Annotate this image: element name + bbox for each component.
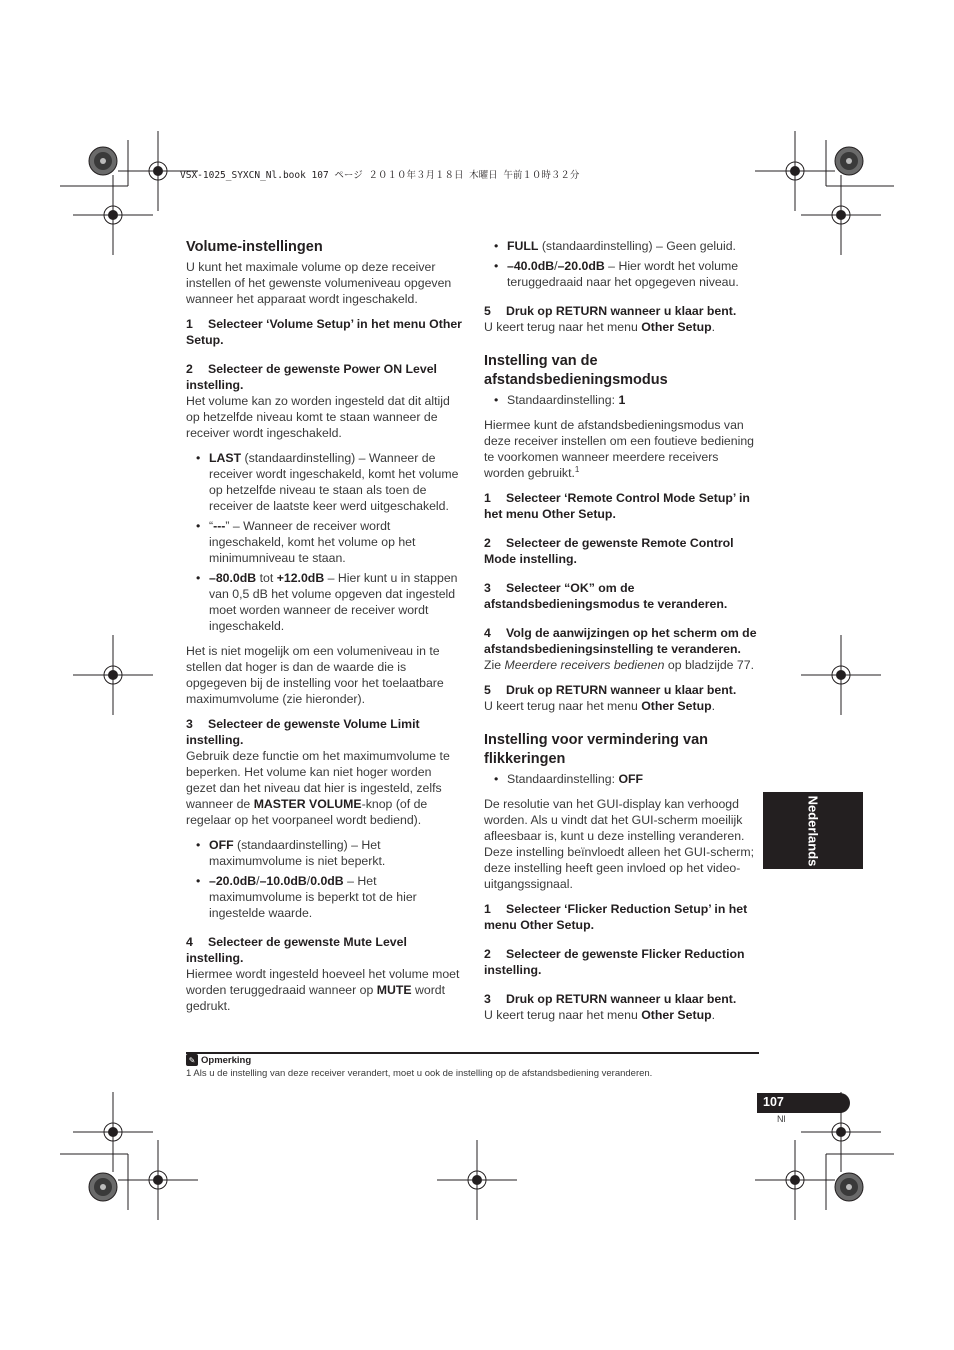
list-item: • Standaardinstelling: 1 (484, 392, 760, 408)
paragraph-volume-limit-note: Het is niet mogelijk om een volumeniveau in te stellen dat hoger is dan de waarde die is opgegeven bij de instelling voor het toelaatbare maximumvolume (zie hieronder). (186, 644, 444, 706)
step-4-description: Hiermee wordt ingesteld hoeveel het volume moet worden teruggedraaid wanneer op MUTE wordt gedrukt. (186, 967, 460, 1013)
crosshair-mark-left-top (73, 175, 153, 255)
list-item: • LAST (standaardinstelling) – Wanneer de receiver wordt ingeschakeld, komt het volume op hetzelfde niveau te staan als toen de receiver de laatste keer werd uitgeschakeld. (186, 450, 462, 514)
step-1: 1 Selecteer ‘Remote Control Mode Setup’ in het menu Other Setup. (484, 491, 750, 521)
crosshair-mark-top-right (755, 131, 835, 211)
list-item: • OFF (standaardinstelling) – Het maximumvolume is niet beperkt. (186, 837, 462, 869)
right-column (484, 238, 760, 1023)
list-item: • “---” – Wanneer de receiver wordt ingeschakeld, komt het volume op het minimumniveau te staan. (186, 518, 462, 566)
section-title-volume: Volume-instellingen (186, 239, 323, 255)
step-4: 4 Selecteer de gewenste Mute Level instelling. (186, 935, 407, 965)
step-4-description: Zie Meerdere receivers bedienen op bladzijde 77. (484, 658, 755, 672)
step-3: 3 Selecteer “OK” om de afstandsbedieningsmodus te veranderen. (484, 581, 728, 611)
step-3: 3 Druk op RETURN wanneer u klaar bent. (484, 992, 737, 1006)
crosshair-mark-left-middle (73, 635, 153, 715)
step-2-description: Het volume kan zo worden ingesteld dat dit altijd op hetzelfde niveau komt te staan wanneer de receiver wordt ingeschakeld. (186, 394, 450, 440)
section-title-flicker: Instelling voor vermindering van flikkeringen (484, 732, 708, 767)
power-on-level-options (186, 450, 462, 634)
note-heading (186, 1054, 251, 1066)
remote-mode-default (484, 392, 760, 408)
list-item: • Standaardinstelling: OFF (484, 771, 760, 787)
crosshair-mark-bottom-right (755, 1140, 835, 1220)
page-number-badge (757, 1093, 850, 1113)
step-2: 2 Selecteer de gewenste Remote Control Mode instelling. (484, 536, 734, 566)
list-item: • FULL (standaardinstelling) – Geen geluid. (484, 238, 760, 254)
crosshair-mark-left-bottom (73, 1092, 153, 1172)
language-tab-label: Nederlands (805, 795, 821, 866)
starburst-mark-bottom-right (835, 1173, 863, 1201)
step-1: 1 Selecteer ‘Volume Setup’ in het menu Other Setup. (186, 317, 462, 347)
step-3-description: Gebruik deze functie om het maximumvolume te beperken. Het volume kan niet hoger worden gezet dan het niveau dat hier is ingesteld, zelfs wanneer de MASTER VOLUME-knop (of de regelaar op het voorpaneel wordt bediend). (186, 749, 450, 827)
step-1: 1 Selecteer ‘Flicker Reduction Setup’ in het menu Other Setup. (484, 902, 748, 932)
starburst-mark-bottom-left (89, 1173, 117, 1201)
footnote-text: 1 Als u de instelling van deze receiver verandert, moet u ook de instelling op de afstandsbediening veranderen. (186, 1068, 653, 1079)
section-intro: U kunt het maximale volume op deze receiver instellen of het gewenste volumeniveau opgeven wanneer het apparaat wordt ingeschakeld. (186, 260, 452, 306)
list-item: • –80.0dB tot +12.0dB – Hier kunt u in stappen van 0,5 dB het volume opgeven dat ingesteld moet worden wanneer de receiver wordt ingeschakeld. (186, 570, 462, 634)
step-3: 3 Selecteer de gewenste Volume Limit instelling. (186, 717, 420, 747)
section-description: De resolutie van het GUI-display kan verhoogd worden. Als u vindt dat het GUI-scherm moeilijk afleesbaar is, kunt u deze instelling veranderen. Deze instelling beïnvloedt alleen het GUI-scherm; deze instelling heeft geen invloed op het video-uitgangssignaal. (484, 797, 754, 891)
mute-level-options (484, 238, 760, 290)
language-side-tab (763, 792, 863, 869)
step-5: 5 Druk op RETURN wanneer u klaar bent. (484, 683, 737, 697)
step-2: 2 Selecteer de gewenste Flicker Reduction instelling. (484, 947, 745, 977)
page-number: 107 (763, 1095, 784, 1109)
step-4: 4 Volg de aanwijzingen op het scherm om de afstandsbedieningsinstelling te veranderen. (484, 626, 757, 656)
return-note: U keert terug naar het menu Other Setup. (484, 699, 716, 713)
volume-limit-options (186, 837, 462, 921)
page-language-code: Nl (777, 1114, 786, 1124)
starburst-mark-top-left (89, 147, 117, 175)
section-title-remote-mode: Instelling van de afstandsbedieningsmodus (484, 353, 668, 388)
return-note: U keert terug naar het menu Other Setup. (484, 320, 716, 334)
print-file-header: VSX-1025_SYXCN_Nl.book 107 ページ ２０１０年３月１８日 木曜日 午前１０時３２分 (180, 170, 580, 181)
crosshair-mark-right-middle (801, 635, 881, 715)
note-pencil-icon: ✎ (186, 1054, 198, 1066)
section-description: Hiermee kunt de afstandsbedieningsmodus van deze receiver instellen om een foutieve bediening te voorkomen wanneer meerdere receivers worden gebruikt.$^1$ (484, 418, 755, 480)
step-2: 2 Selecteer de gewenste Power ON Level instelling. (186, 362, 437, 392)
list-item: • –20.0dB/–10.0dB/0.0dB – Het maximumvolume is beperkt tot de hier ingestelde waarde. (186, 873, 462, 921)
crosshair-mark-bottom-center (437, 1140, 517, 1220)
return-note: U keert terug naar het menu Other Setup. (484, 1008, 716, 1022)
flicker-default (484, 771, 760, 787)
crosshair-mark-right-top (801, 175, 881, 255)
footnote-divider (186, 1052, 759, 1054)
list-item: • –40.0dB/–20.0dB – Hier wordt het volume teruggedraaid naar het opgegeven niveau. (484, 258, 760, 290)
step-5: 5 Druk op RETURN wanneer u klaar bent. (484, 304, 737, 318)
left-column (186, 238, 462, 1014)
starburst-mark-top-right (835, 147, 863, 175)
note-heading-label: Opmerking (201, 1054, 252, 1066)
crosshair-mark-bottom-left (118, 1140, 198, 1220)
